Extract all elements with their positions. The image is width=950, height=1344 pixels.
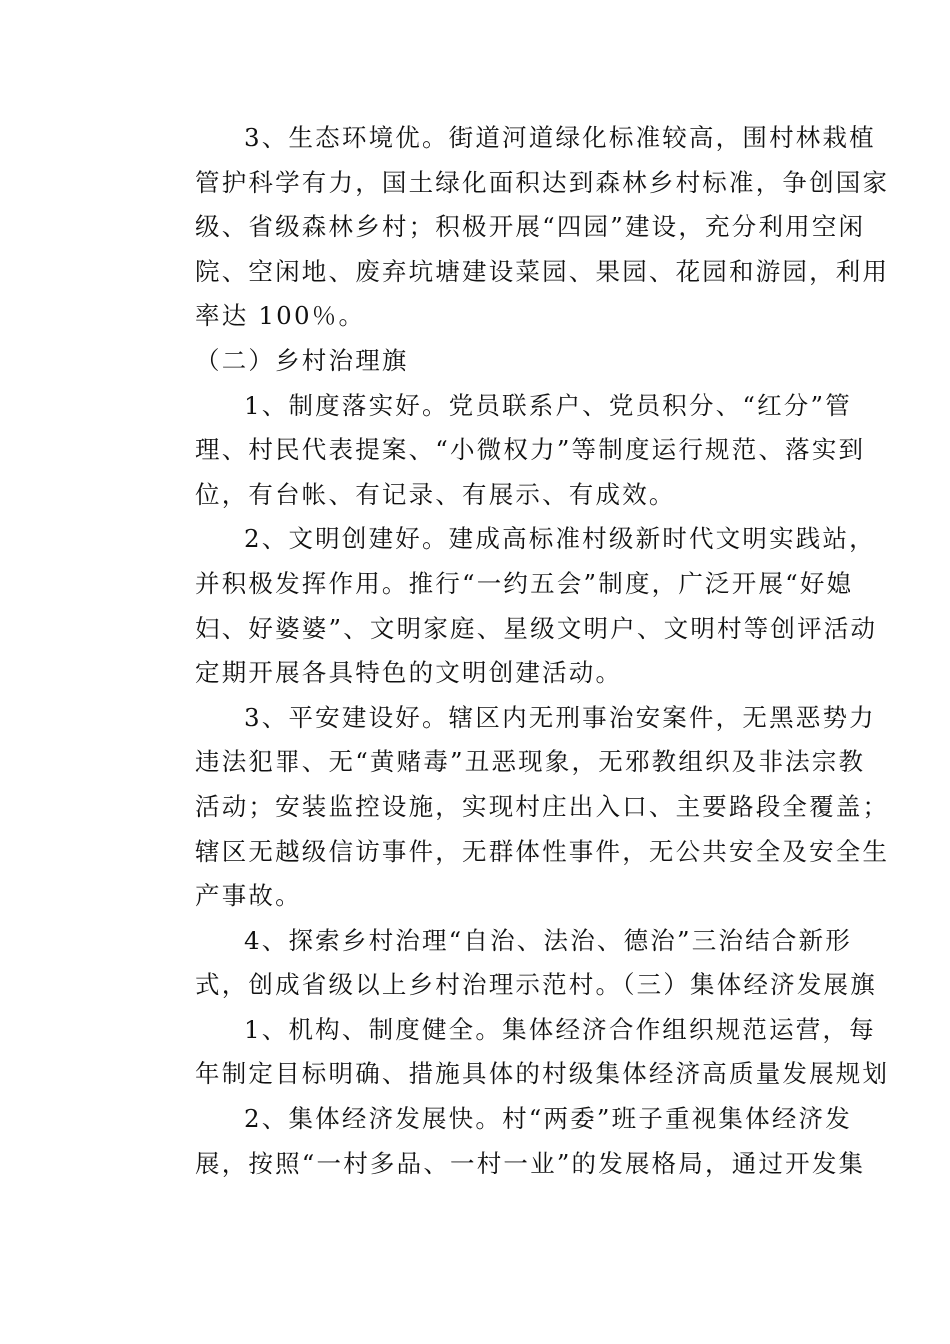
- text-line: 展，按照“一村多品、一村一业”的发展格局，通过开发集: [195, 1148, 866, 1178]
- text-line: 定期开展各具特色的文明创建活动。: [195, 658, 623, 688]
- paragraph-safety: [146, 696, 890, 919]
- text-line: 院、空闲地、废弃坑塘建设菜园、果园、花园和游园，利用: [195, 256, 890, 286]
- text-line: 并积极发挥作用。推行“一约五会”制度，广泛开展“好媳: [195, 568, 854, 598]
- document-page: [146, 116, 890, 1186]
- text-line: 1、制度落实好。党员联系户、党员积分、“红分”管: [244, 390, 852, 420]
- text-line: 产事故。: [195, 881, 302, 911]
- text-line: 年制定目标明确、措施具体的村级集体经济高质量发展规划: [195, 1059, 890, 1089]
- text-line: 3、平安建设好。辖区内无刑事治安案件，无黑恶势力: [244, 702, 876, 732]
- paragraph-system: [146, 384, 866, 518]
- section-heading: （二）乡村治理旗: [195, 345, 409, 375]
- text-line: 妇、好婆婆”、文明家庭、星级文明户、文明村等创评活动: [195, 613, 878, 643]
- text-line: 2、文明创建好。建成高标准村级新时代文明实践站，: [244, 524, 876, 554]
- text-line: 理、村民代表提案、“小微权力”等制度运行规范、落实到: [195, 435, 866, 465]
- text-line: 活动；安装监控设施，实现村庄出入口、主要路段全覆盖；: [195, 791, 890, 821]
- paragraph-governance: [146, 919, 877, 1008]
- text-line: 位，有台帐、有记录、有展示、有成效。: [195, 479, 676, 509]
- paragraph-civilization: [146, 517, 878, 695]
- text-line: 管护科学有力，国土绿化面积达到森林乡村标准，争创国家: [195, 167, 890, 197]
- text-line: 2、集体经济发展快。村“两委”班子重视集体经济发: [244, 1104, 852, 1134]
- text-line: 率达 100％。: [195, 301, 366, 331]
- text-line: 违法犯罪、无“黄赌毒”丑恶现象，无邪教组织及非法宗教: [195, 747, 866, 777]
- paragraph-economy: [146, 1097, 866, 1186]
- paragraph-ecology: [146, 116, 890, 339]
- text-line: 辖区无越级信访事件，无群体性事件，无公共安全及安全生: [195, 836, 890, 866]
- text-line: 3、生态环境优。街道河道绿化标准较高，围村林栽植: [244, 123, 876, 152]
- text-line: 1、机构、制度健全。集体经济合作组织规范运营，每: [244, 1014, 876, 1044]
- text-line: 级、省级森林乡村；积极开展“四园”建设，充分利用空闲: [195, 212, 866, 242]
- text-line: 4、探索乡村治理“自治、法治、德治”三治结合新形: [244, 925, 852, 955]
- text-line: 式，创成省级以上乡村治理示范村。（三）集体经济发展旗: [195, 970, 877, 1000]
- paragraph-institution: [146, 1008, 890, 1097]
